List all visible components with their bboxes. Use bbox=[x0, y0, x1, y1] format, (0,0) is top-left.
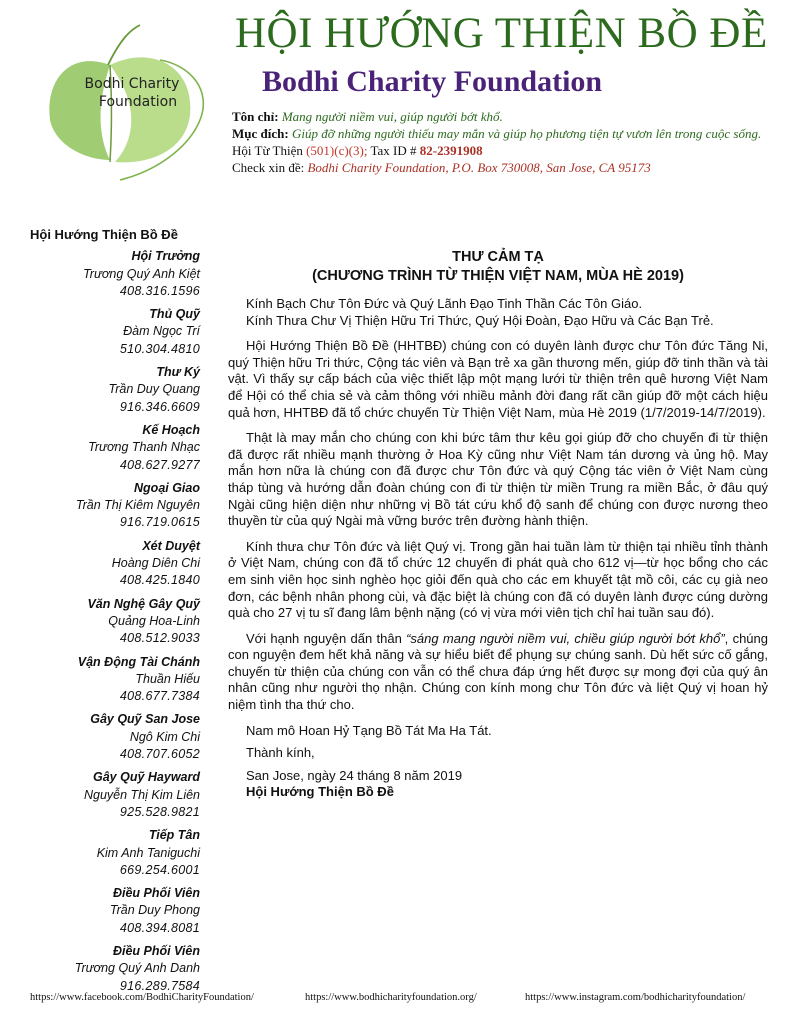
member-entry bbox=[30, 306, 200, 358]
member-name: Đàm Ngọc Trí bbox=[123, 324, 200, 339]
member-role: Gây Quỹ San Jose bbox=[90, 712, 200, 727]
logo-text-line1: Bodhi Charity bbox=[84, 76, 180, 92]
date-line: San Jose, ngày 24 tháng 8 năm 2019 bbox=[246, 767, 463, 783]
thank-you-letter bbox=[228, 248, 768, 801]
salutation-2: Kính Thưa Chư Vị Thiện Hữu Tri Thức, Quý Hội Đoàn, Đạo Hữu và Các Bạn Trẻ. bbox=[246, 312, 714, 328]
member-phone: 408.394.8081 bbox=[119, 920, 200, 935]
member-entry bbox=[30, 422, 200, 474]
salutation-1: Kính Bạch Chư Tôn Đức và Quý Lãnh Đạo Tinh Thần Các Tôn Giáo. bbox=[246, 296, 643, 311]
sidebar-heading: Hội Hướng Thiện Bồ Đề bbox=[30, 227, 178, 242]
member-phone: 408.425.1840 bbox=[119, 573, 200, 588]
member-list bbox=[30, 248, 200, 995]
para4-quote: “sáng mang người niềm vui, chiều giúp người bớt khổ” bbox=[406, 630, 725, 646]
member-entry bbox=[30, 654, 200, 706]
member-name: Trương Thanh Nhạc bbox=[88, 440, 200, 455]
member-name: Trần Duy Phong bbox=[109, 903, 200, 918]
member-phone: 408.316.1596 bbox=[119, 283, 200, 298]
member-role: Xét Duyệt bbox=[142, 538, 200, 553]
member-role: Thủ Quỹ bbox=[149, 307, 200, 322]
purpose-label: Mục đích: bbox=[232, 126, 289, 141]
tax-id: 82-2391908 bbox=[419, 143, 483, 158]
member-name: Quảng Hoa-Linh bbox=[108, 613, 200, 628]
signature: Hội Hướng Thiện Bồ Đề bbox=[246, 784, 394, 800]
check-line bbox=[232, 159, 772, 176]
website-link[interactable]: https://www.bodhicharityfoundation.org/ bbox=[305, 992, 477, 1003]
paragraph-3: Kính thưa chư Tôn đức và liệt Quý vị. Trong gần hai tuần làm từ thiện tại nhiều tỉnh thành ở Việt Nam, chúng con đã tổ chức 12 chuyến đi phát quà cho 612 vị—từ học bổng cho các em sinh viên học sinh nghèo học giỏi đến quà cho các em khuyết tật mồ côi, các cụ già neo đơn, các bệnh nhân phong cùi, và đặc biệt là chúng con đã có duyên lành được cúng dường quà cho 27 vị tu sĩ đang lâm bệnh nặng (có vị vừa mới viên tịch chỉ hai tuần sau đó). bbox=[228, 538, 768, 621]
paragraph-2: Thật là may mắn cho chúng con khi bức tâm thư kêu gọi giúp đỡ cho chuyến đi từ thiện đã được rất nhiều mạnh thường ở Hoa Kỳ cũng như Việt Nam tán dương và ủng hộ. May mắn hơn nữa là chúng con đã được chư Tôn đức và quý Cộng tác viên ở Việt Nam cùng tháp tùng và hướng dẫn đoàn chúng con đi từ thiện từ miền Trung ra miền Bắc, ở đâu quý Ngài cũng hiện diện như những vị Bồ tát cứu khổ độ sanh để chúng con được nương theo thuyền từ của quý Ngài mà vững bước trên đường hành thiện. bbox=[228, 430, 768, 529]
member-phone: 408.512.9033 bbox=[119, 631, 200, 646]
closing-prayer: Nam mô Hoan Hỷ Tạng Bồ Tát Ma Ha Tát. bbox=[246, 722, 492, 738]
tax-label: Tax ID # bbox=[370, 143, 417, 158]
member-name: Trương Quý Anh Kiệt bbox=[83, 266, 200, 281]
purpose-line bbox=[232, 125, 772, 142]
member-phone: 408.677.7384 bbox=[119, 689, 200, 704]
member-phone: 408.707.6052 bbox=[119, 747, 200, 762]
bodhi-leaf-logo bbox=[40, 20, 215, 185]
org-title-english: Bodhi Charity Foundation bbox=[262, 65, 603, 98]
member-role: Vận Động Tài Chánh bbox=[77, 654, 200, 669]
member-name: Trần Duy Quang bbox=[108, 382, 200, 397]
paragraph-4 bbox=[228, 631, 768, 714]
mission-line bbox=[232, 108, 772, 125]
member-name: Nguyễn Thị Kim Liên bbox=[83, 787, 200, 802]
member-entry bbox=[30, 364, 200, 416]
letter-subtitle: (CHƯƠNG TRÌNH TỪ THIỆN VIỆT NAM, MÙA HÈ 2019) bbox=[312, 268, 684, 284]
tax-prefix: Hội Từ Thiện bbox=[232, 143, 303, 158]
check-address: Bodhi Charity Foundation, P.O. Box 730008, San Jose, CA 95173 bbox=[307, 160, 651, 175]
member-phone: 916.719.0615 bbox=[119, 515, 200, 530]
member-role: Hội Trưởng bbox=[131, 249, 200, 264]
member-entry bbox=[30, 480, 200, 532]
facebook-link[interactable]: https://www.facebook.com/BodhiCharityFoundation/ bbox=[30, 992, 254, 1003]
member-entry bbox=[30, 827, 200, 879]
instagram-link[interactable]: https://www.instagram.com/bodhicharityfoundation/ bbox=[525, 992, 746, 1003]
member-name: Hoàng Diên Chi bbox=[111, 556, 200, 571]
check-label: Check xin đề: bbox=[232, 160, 305, 175]
member-entry bbox=[30, 769, 200, 821]
member-role: Ngoại Giao bbox=[134, 480, 200, 495]
paragraph-1: Hội Hướng Thiện Bồ Đề (HHTBĐ) chúng con có duyên lành được chư Tôn đức Tăng Ni, quý Thiện hữu Tri thức, Cộng tác viên và Bạn trẻ xa gần thương mến, giúp đỡ tinh thần và tài vật. Vì thấy sự cấp bách của việc thiết lập một mạng lưới từ thiện trên quê hương Việt Nam để Hội có thể chia sẻ và cảm thông với nhiều mảnh đời đang rất cần giúp đỡ một cách hiệu quả hơn, HHTBĐ đã tổ chức chuyến Từ Thiện Việt Nam, mùa Hè 2019 (1/7/2019-14/7/2019). bbox=[228, 338, 768, 420]
member-role: Điều Phối Viên bbox=[112, 886, 200, 901]
member-role: Văn Nghệ Gây Quỹ bbox=[87, 596, 200, 611]
member-name: Ngô Kim Chi bbox=[129, 729, 200, 744]
mission-label: Tôn chỉ: bbox=[232, 109, 279, 124]
tax-line bbox=[232, 142, 772, 159]
member-phone: 916.346.6609 bbox=[119, 399, 200, 414]
member-phone: 916.289.7584 bbox=[119, 978, 200, 993]
member-role: Kế Hoạch bbox=[142, 422, 200, 437]
member-phone: 925.528.9821 bbox=[119, 804, 200, 819]
tax-status: (501)(c)(3); bbox=[306, 143, 368, 158]
member-name: Trương Quý Anh Danh bbox=[74, 961, 200, 976]
member-entry bbox=[30, 538, 200, 590]
member-role: Thư Ký bbox=[156, 365, 200, 380]
member-entry bbox=[30, 248, 200, 300]
mission-text: Mang người niềm vui, giúp người bớt khổ. bbox=[281, 109, 503, 124]
member-phone: 408.627.9277 bbox=[119, 457, 200, 472]
member-entry bbox=[30, 885, 200, 937]
org-title-vietnamese: HỘI HƯỚNG THIỆN BỒ ĐỀ bbox=[235, 10, 768, 57]
member-entry bbox=[30, 596, 200, 648]
member-role: Điều Phối Viên bbox=[112, 943, 200, 958]
member-name: Thuần Hiếu bbox=[135, 671, 200, 686]
member-role: Tiếp Tân bbox=[148, 828, 200, 843]
para4-rest: , chúng con nguyện đem hết khả năng và sự hiểu biết để phụng sự chúng sanh. Dù hết sức cố gắng, chuyến từ thiện của chúng con vẫn có thể chưa đáp ứng hết được sự mong đợi của quý ân nhân cũng như người thọ nhận. Chúng con kính mong chư Tôn đức và liệt Quý vị hoan hỷ niệm tình tha thứ cho. bbox=[228, 630, 768, 713]
header-info bbox=[232, 108, 772, 176]
leaf-logo-icon bbox=[40, 20, 215, 185]
para4-prefix: Với hạnh nguyện dấn thân bbox=[246, 630, 402, 646]
letter-title: THƯ CẢM TẠ bbox=[452, 249, 544, 265]
purpose-text: Giúp đỡ những người thiếu may mắn và giúp họ phương tiện tự vươn lên trong cuộc sống. bbox=[291, 126, 762, 141]
member-name: Kim Anh Taniguchi bbox=[96, 845, 200, 860]
member-phone: 669.254.6001 bbox=[119, 862, 200, 877]
board-sidebar bbox=[30, 226, 200, 1001]
member-name: Trần Thị Kiêm Nguyên bbox=[75, 498, 200, 513]
closing-regards: Thành kính, bbox=[246, 745, 315, 761]
logo-text-line2: Foundation bbox=[98, 94, 178, 110]
member-entry bbox=[30, 711, 200, 763]
member-role: Gây Quỹ Hayward bbox=[93, 770, 200, 785]
member-entry bbox=[30, 943, 200, 995]
member-phone: 510.304.4810 bbox=[119, 341, 200, 356]
